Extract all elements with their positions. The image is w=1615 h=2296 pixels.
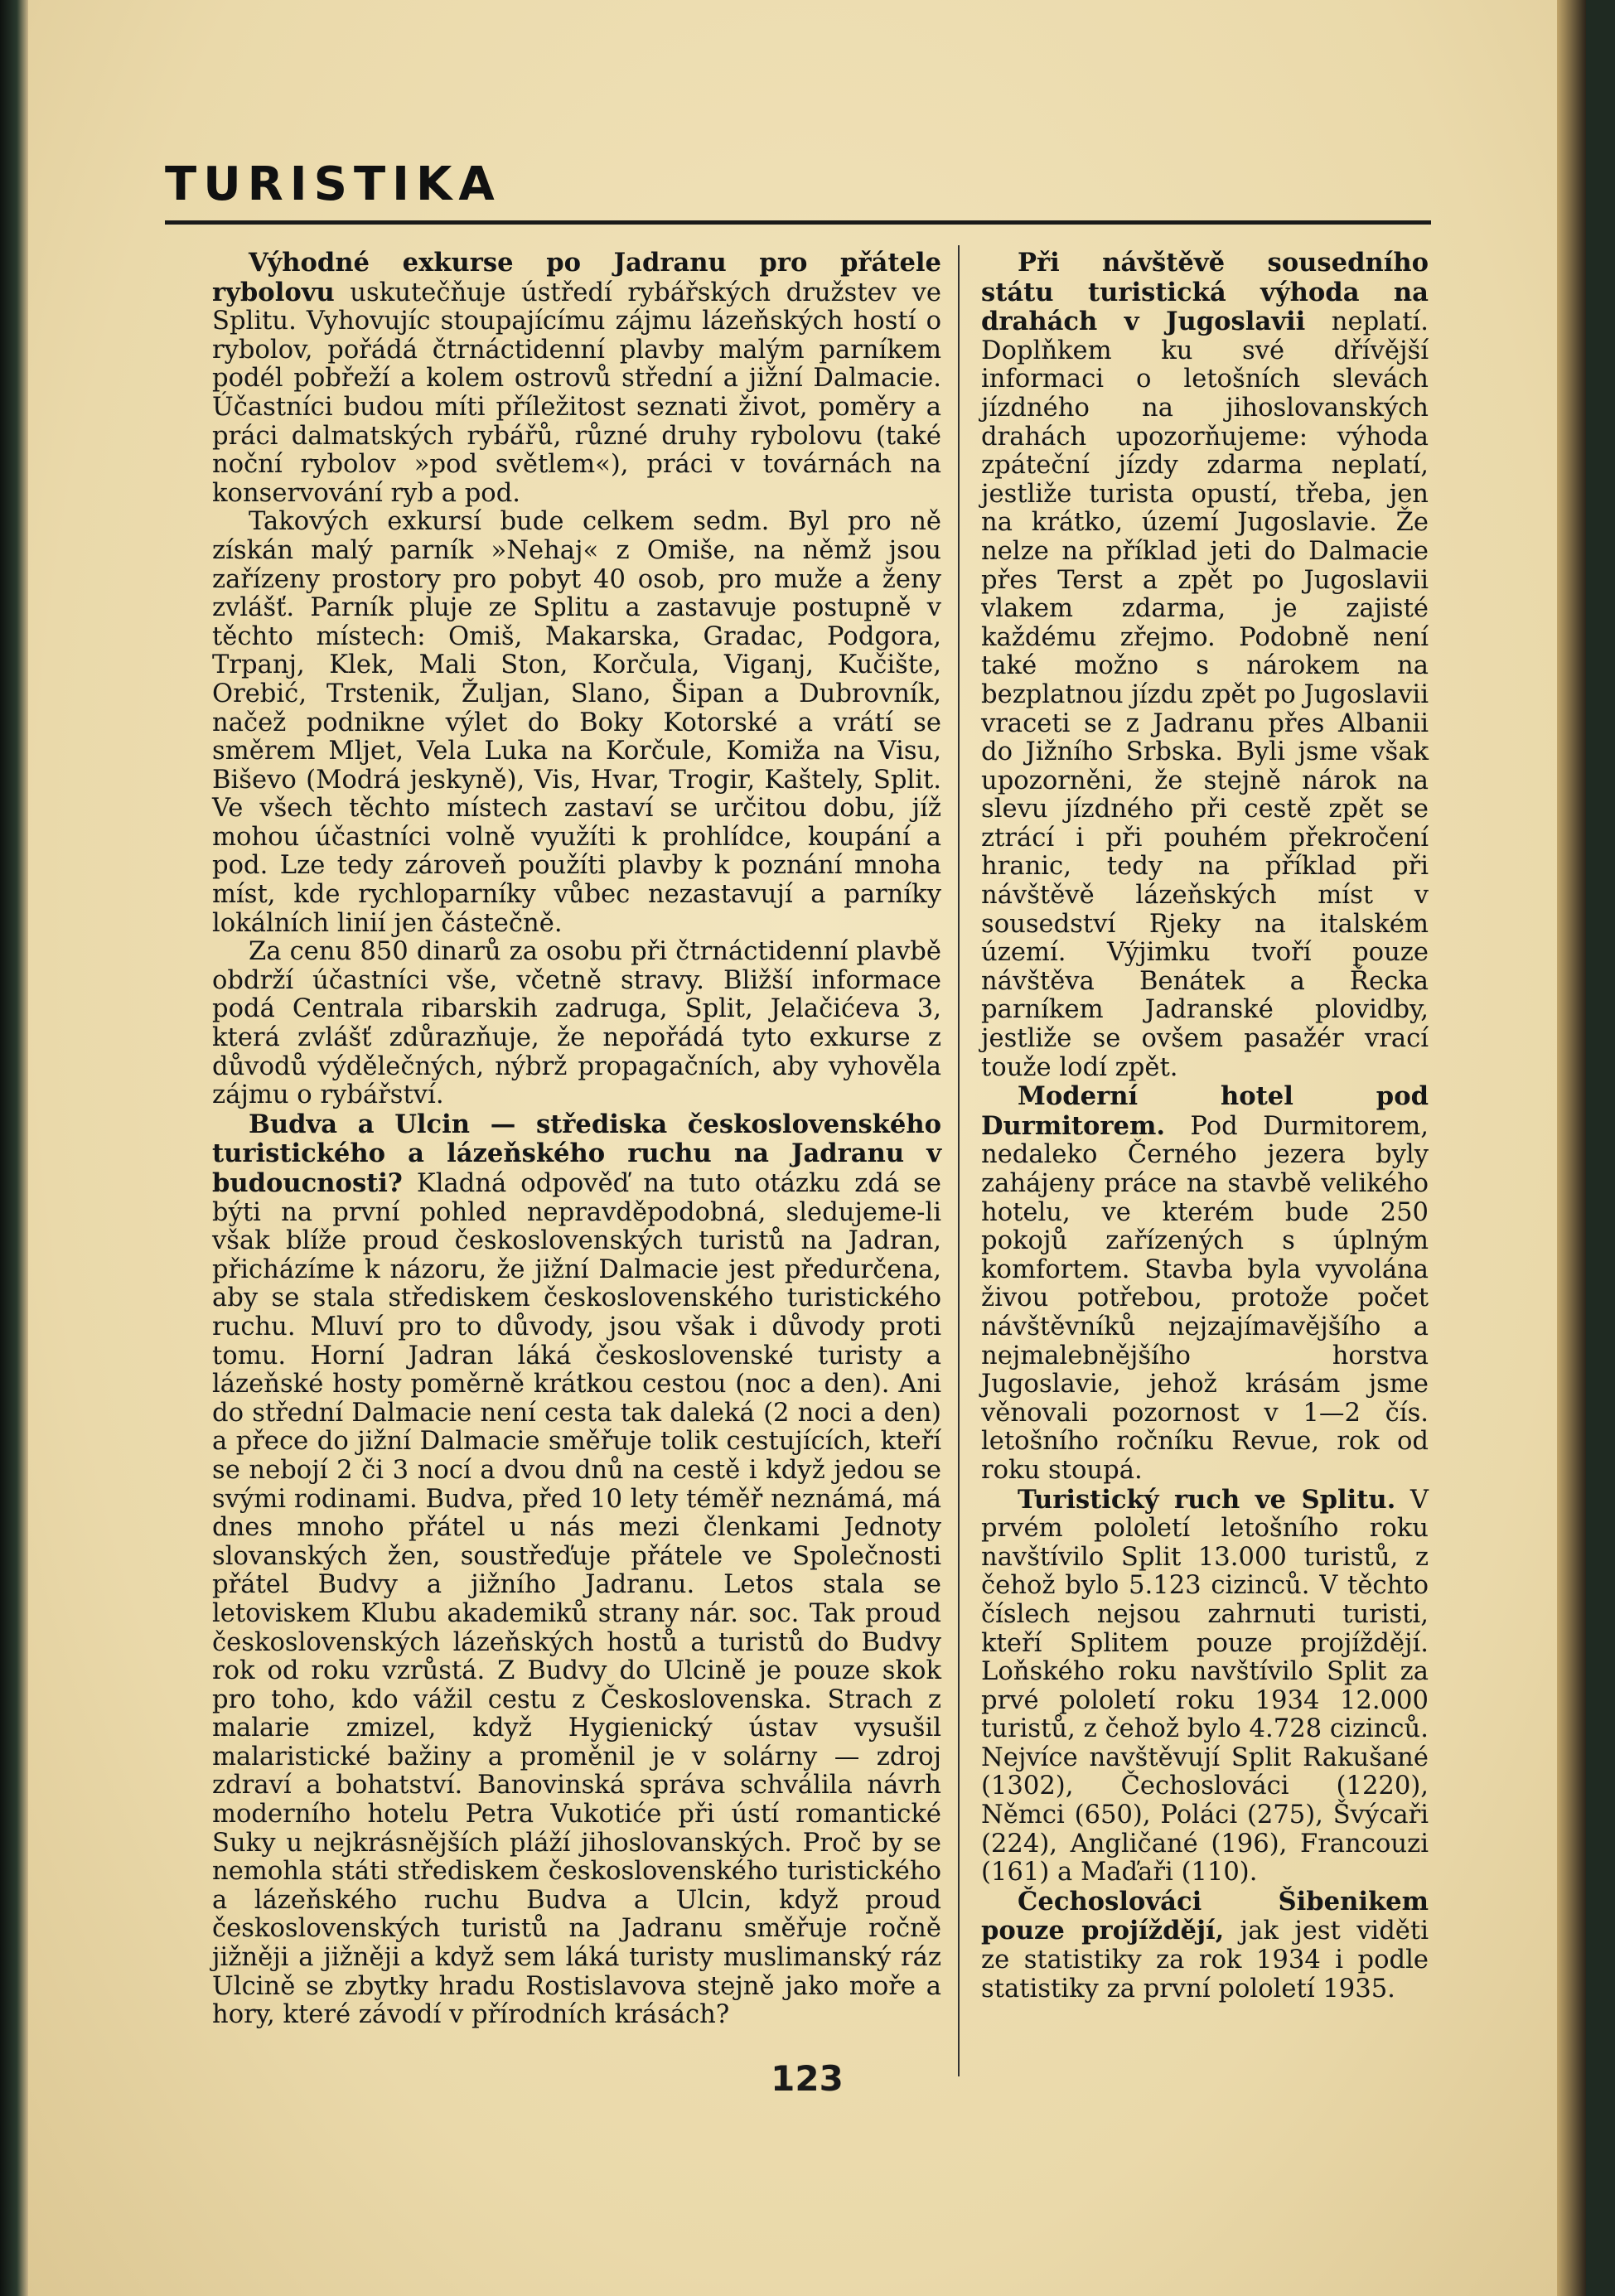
- article-text: Za cenu 850 dinarů za osobu při čtrnáctidenní plavbě obdrží účastníci vše, včetně stravy. Bližší informace podá Centrala ribarskih zadruga, Split, Jelačićeva 3, která zvlášť zdůrazňuje, že nepořádá tyto exkurse z důvodů výdělečných, nýbrž propagačních, aby vyhověla zájmu o rybářství.: [212, 937, 941, 1110]
- article-paragraph: [212, 508, 941, 938]
- article-paragraph: [212, 938, 941, 1110]
- article-paragraph: [981, 1486, 1429, 1888]
- article-paragraph: [212, 1110, 941, 2030]
- article-text: Kladná odpověď na tuto otázku zdá se býti na první pohled nepravděpodobná, sledujeme-li však blíže proud československých turistů na Jadran, přicházíme k názoru, že jižní Dalmacie jest předurčena, aby se stala střediskem československého turistického ruchu. Mluví pro to důvody, jsou však i důvody proti tomu. Horní Jadran láká československé turisty a lázeňské hosty poměrně krátkou cestou (noc a den). Ani do střední Dalmacie není cesta tak daleká (2 noci a den) a přece do jižní Dalmacie směřuje tolik cestujících, kteří se nebojí 2 či 3 nocí a dvou dnů na cestě i když jedou se svými rodinami. Budva, před 10 lety téměř neznámá, má dnes mnoho přátel u nás mezi členkami Jednoty slovanských žen, soustřeďuje přátele ve Společnosti přátel Budvy a jižního Jadranu. Letos stala se letoviskem Klubu akademiků strany nár. soc. Tak proud československých lázeňských hostů a turistů do Budvy rok od roku vzrůstá. Z Budvy do Ulcině je pouze skok pro toho, kdo vážil cestu z Československa. Strach z malarie zmizel, když Hygienický ústav vysušil malaristické bažiny a proměnil je v solárny — zdroj zdraví a bohatství. Banovinská správa schválila návrh moderního hotelu Petra Vukotiće při ústí romantické Suky u nejkrásnějších pláží jihoslovanských. Proč by se nemohla státi střediskem československého turistického a lázeňského ruchu Budva a Ulcin, když proud československých turistů na Jadranu směřuje ročně jižněji a jižněji a když sem láká turisty muslimanský ráz Ulcině se zbytky hradu Rostislavova stejně jako moře a hory, které závodí v přírodních krásách?: [212, 1169, 941, 2030]
- article-title: Turistický ruch ve Splitu.: [1018, 1484, 1396, 1515]
- left-column: [212, 249, 941, 2030]
- article-paragraph: [981, 249, 1429, 1082]
- article-title: Moderní hotel pod Durmitorem.: [981, 1081, 1429, 1141]
- page-edge: [1557, 0, 1586, 2296]
- page-number: 123: [771, 2058, 844, 2099]
- article-title: Čechoslováci Šibenikem pouze projíždějí,: [981, 1886, 1429, 1946]
- heading-rule: [165, 220, 1431, 225]
- article-paragraph: [981, 1888, 1429, 2004]
- article-text: V prvém pololetí letošního roku navštívilo Split 13.000 turistů, z čehož bylo 5.123 cizinců. V těchto číslech nejsou zahrnuti turisti, kteří Splitem pouze projíždějí. Loňského roku navštívilo Split za prvé pololetí roku 1934 12.000 turistů, z čehož bylo 4.728 cizinců. Nejvíce navštěvují Split Rakušané (1302), Čechoslováci (1220), Němci (650), Poláci (275), Švýcaři (224), Angličané (196), Francouzi (161) a Maďaři (110).: [981, 1485, 1429, 1888]
- article-text: Pod Durmitorem, nedaleko Černého jezera byly zahájeny práce na stavbě velikého hotelu, ve kterém bude 250 pokojů zařízených s úplným komfortem. Stavba byla vyvolána živou potřebou, protože počet návštěvníků nejzajímavějšího a nejmalebnějšího horstva Jugoslavie, jehož krásám jsme věnovali pozornost v 1—2 čís. letošního ročníku Revue, rok od roku stoupá.: [981, 1111, 1429, 1485]
- article-title: Při návštěvě sousedního státu turistická výhoda na drahách v Jugoslavii: [981, 248, 1429, 337]
- article-title: Budva a Ulcin — střediska československého turistického a lázeňského ruchu na Jadranu v budoucnosti?: [212, 1109, 941, 1198]
- article-text: neplatí. Doplňkem ku své dřívější informaci o letošních slevách jízdného na jihoslovanských drahách upozorňujeme: výhoda zpáteční jízdy zdarma neplatí, jestliže turista opustí, třeba, jen na krátko, území Jugoslavie. Že nelze na příklad jeti do Dalmacie přes Terst a zpět po Jugoslavii vlakem zdarma, je zajisté každému zřejmo. Podobně není také možno s nárokem na bezplatnou jízdu zpět po Jugoslavii vraceti se z Jadranu přes Albanii do Jižního Srbska. Byli jsme však upozorněni, že stejně nárok na slevu jízdného při cestě zpět se ztrácí i při pouhém překročení hranic, tedy na příklad při návštěvě lázeňských míst v sousedství Rjeky na italském území. Výjimku tvoří pouze návštěva Benátek a Řecka parníkem Jadranské plovidby, jestliže se ovšem pasažér vrací touže lodí zpět.: [981, 307, 1429, 1082]
- article-text: jak jest viděti ze statistiky za rok 1934 i podle statistiky za první pololetí 1935.: [981, 1917, 1429, 2004]
- right-column: [981, 249, 1429, 2004]
- article-paragraph: [212, 249, 941, 508]
- section-heading: TURISTIKA: [165, 157, 501, 211]
- column-divider: [958, 245, 960, 2076]
- article-text: Takových exkursí bude celkem sedm. Byl pro ně získán malý parník »Nehaj« z Omiše, na němž jsou zařízeny prostory pro pobyt 40 osob, pro muže a ženy zvlášť. Parník pluje ze Splitu a zastavuje postupně v těchto místech: Omiš, Makarska, Gradac, Podgora, Trpanj, Klek, Mali Ston, Korčula, Viganj, Kučište, Orebić, Trstenik, Žuljan, Slano, Šipan a Dubrovník, načež podnikne výlet do Boky Kotorské a vrátí se směrem Mljet, Vela Luka na Korčule, Komiža na Visu, Biševo (Modrá jeskyně), Vis, Hvar, Trogir, Kaštely, Split. Ve všech těchto místech zastaví se určitou dobu, jíž mohou účastníci volně využíti k prohlídce, koupání a pod. Lze tedy zároveň použíti plavby k poznání mnoha míst, kde rychloparníky vůbec nezastavují a parníky lokálních linií jen částečně.: [212, 507, 941, 938]
- article-title: Výhodné exkurse po Jadranu pro přátele rybolovu: [212, 248, 941, 307]
- page: [28, 0, 1586, 2296]
- book-spine: [0, 0, 28, 2296]
- article-paragraph: [981, 1082, 1429, 1485]
- article-text: uskutečňuje ústředí rybářských družstev ve Splitu. Vyhovujíc stoupajícímu zájmu lázeňských hostí o rybolov, pořádá čtrnáctidenní plavby malým parníkem podél pobřeží a kolem ostrovů střední a jižní Dalmacie. Účastníci budou míti příležitost seznati život, poměry a práci dalmatských rybářů, různé druhy rybolovu (také noční rybolov »pod světlem«), práci v továrnách na konservování ryb a pod.: [212, 278, 941, 508]
